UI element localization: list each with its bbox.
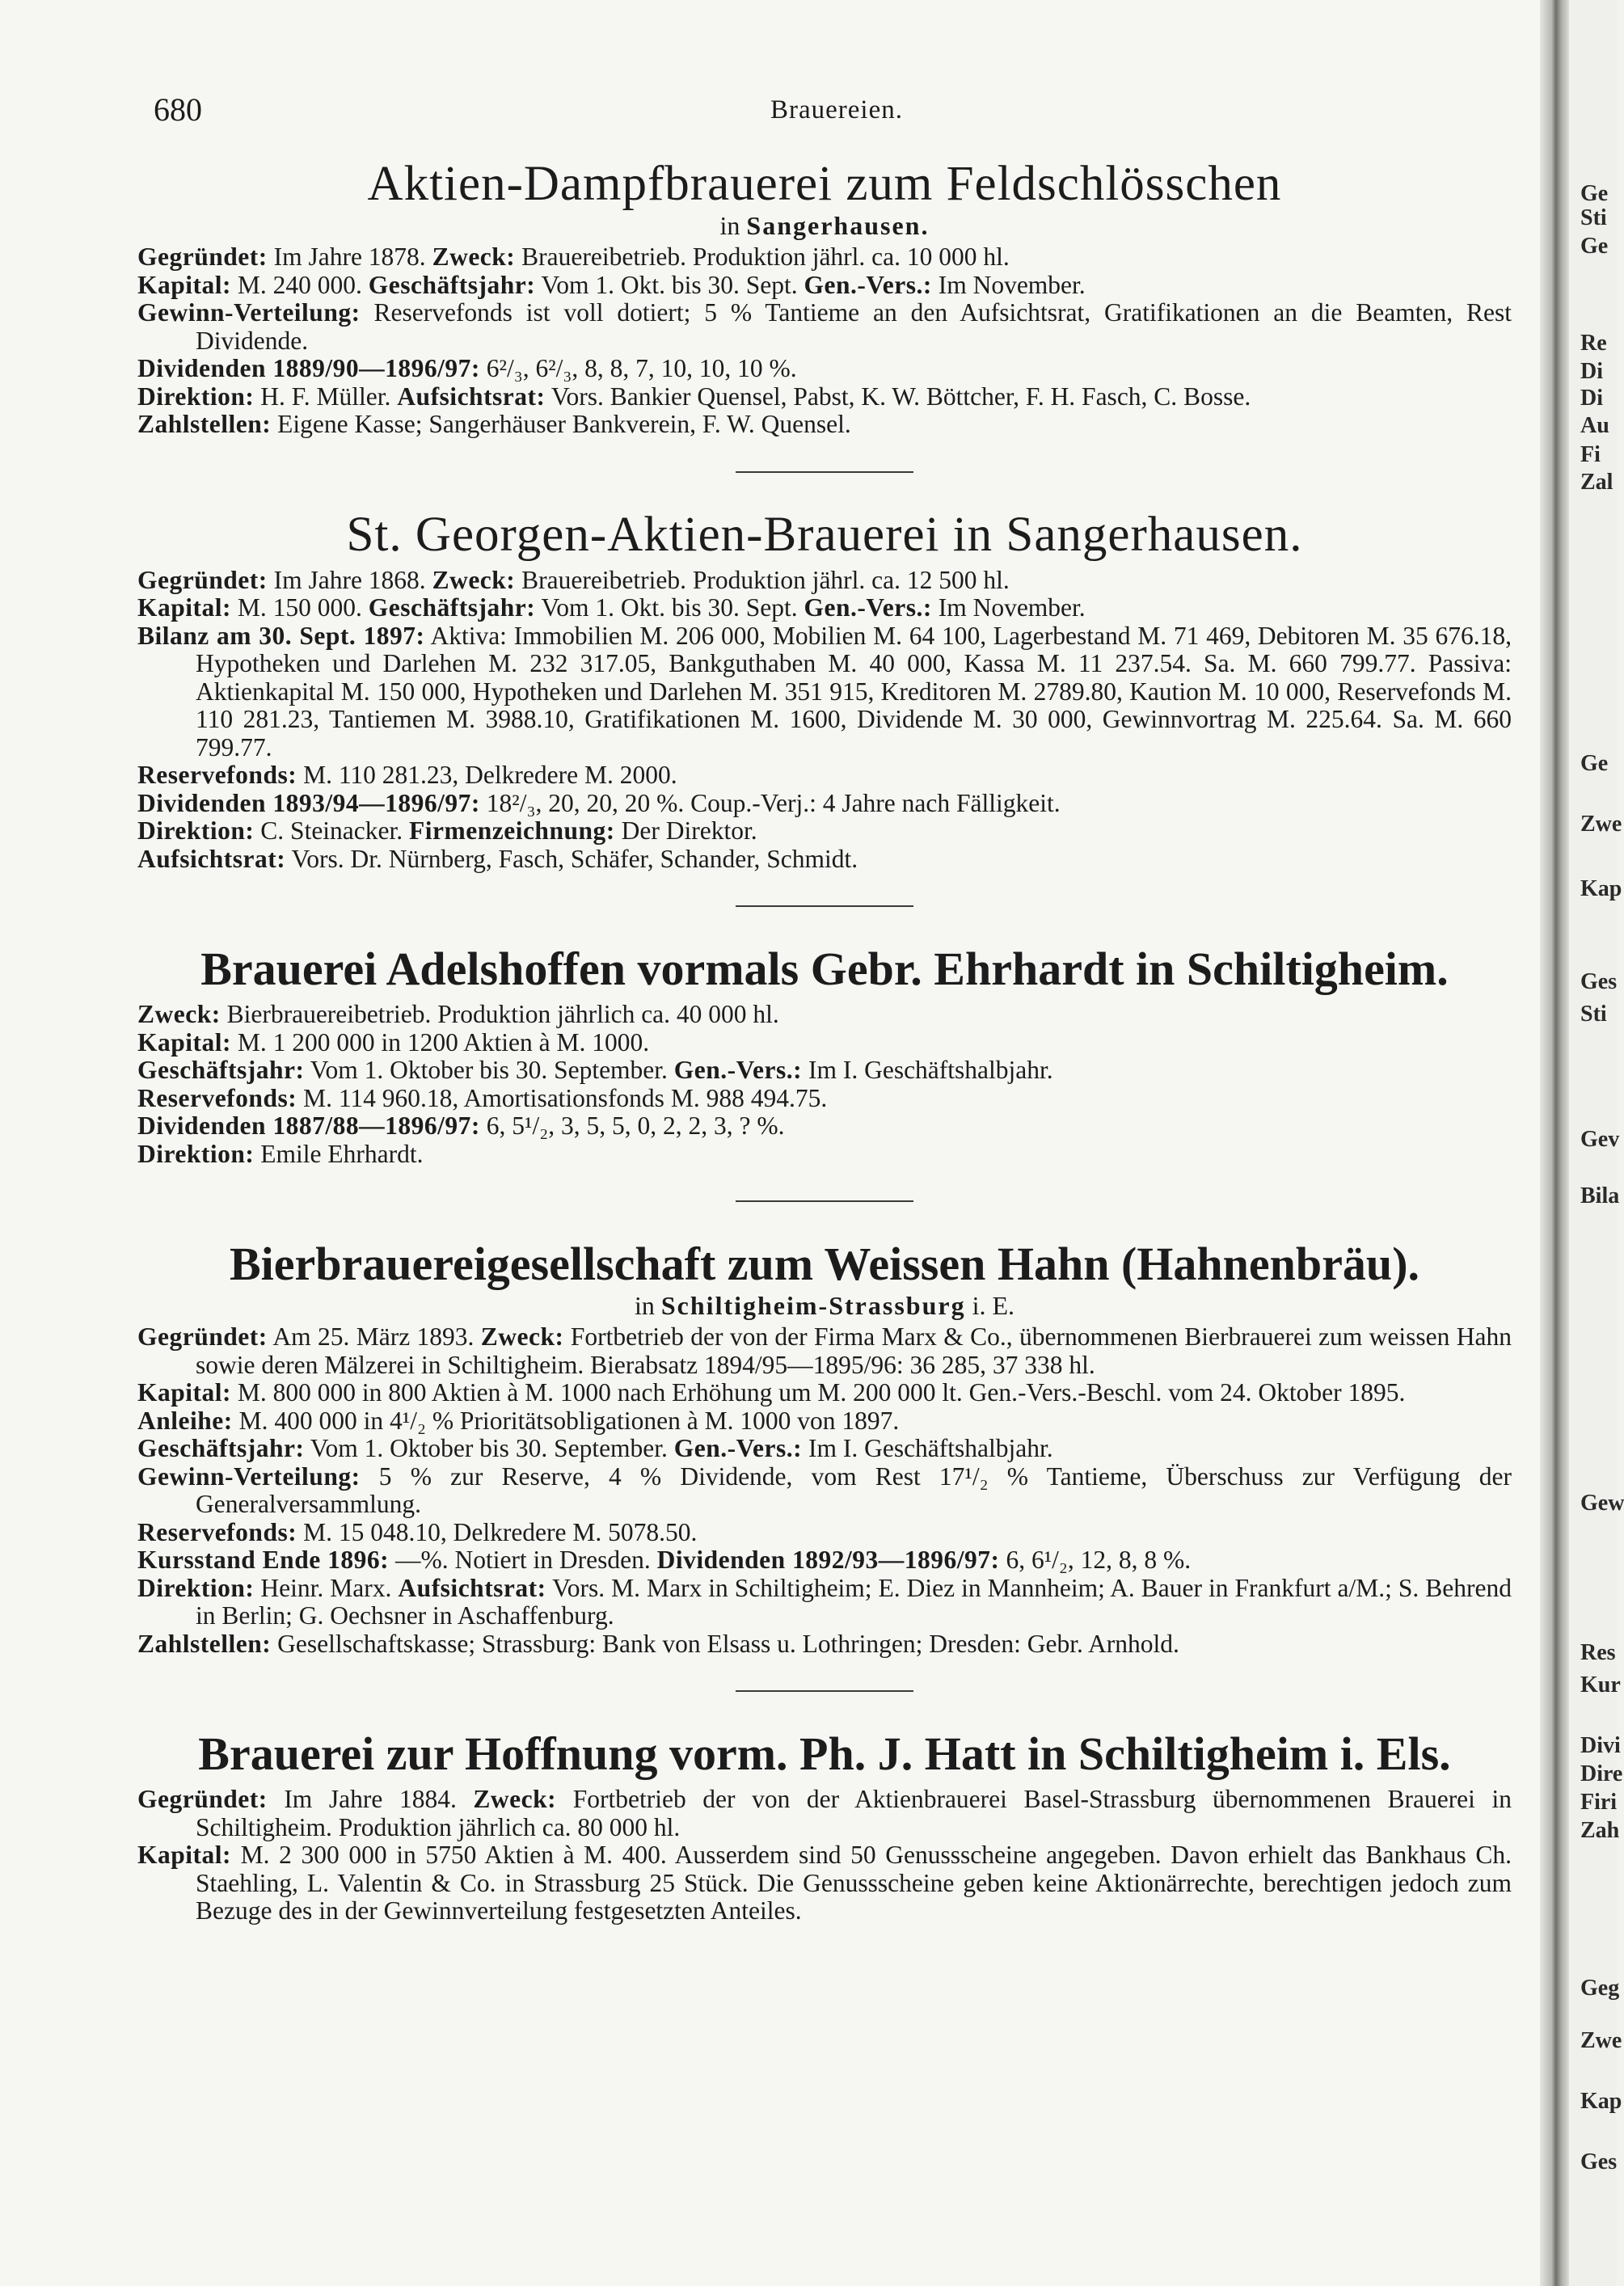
entry-label: Firmenzeichnung: [409,816,615,845]
entry-label: Kapital: [137,1027,232,1057]
entry-label: Aufsichtsrat: [137,844,286,873]
adjacent-page-fragment: Ge [1580,751,1609,776]
running-head: Brauereien. [770,95,903,124]
adjacent-page-fragment: Di [1580,386,1603,411]
entry-text: M. 400 000 in 4¹/₂ % Prioritätsobligationen à M. 1000 von 1897. [232,1406,900,1435]
entry-paragraph [137,1379,1512,1407]
entry-paragraph [137,1001,1512,1029]
entry-paragraph [137,1323,1512,1379]
entry-text: M. 1 200 000 in 1200 Aktien à M. 1000. [231,1027,650,1057]
adjacent-page-fragment: Gev [1580,1127,1620,1152]
entry-text: Vom 1. Oktober bis 30. September. [304,1434,674,1462]
location-name: Sangerhausen. [746,211,930,240]
entry-label: Zahlstellen: [137,1629,272,1658]
entry-label: Reservefonds: [137,1083,297,1112]
entry-label: Anleihe: [137,1406,233,1435]
entry-text: Der Direktor. [614,816,757,845]
entry-text: Bierbrauereibetrieb. Produktion jährlich ca. 40 000 hl. [220,1000,779,1028]
entry-paragraph [137,1841,1512,1925]
entry-label: Bilanz am 30. Sept. 1897: [137,621,425,650]
entry-text: M. 2 300 000 in 5750 Aktien à M. 400. Ausserdem sind 50 Genussscheine angegeben. Davon erhielt das Bankhaus Ch. Staehling, L. Valentin & Co. in Strassburg 25 Stück. Die Genussscheine geben keine Aktionärrechte, berechtigen jedoch zum Bezuge des in der Gewinnverteilung festgesetzten Anteiles. [196,1841,1512,1925]
section-separator [736,471,913,473]
entry-label: Gegründet: [137,243,268,271]
entry-label: Kapital: [137,1841,232,1869]
entry-text: Emile Ehrhardt. [254,1139,424,1168]
entry-text: M. 240 000. [231,270,369,299]
entry-text: Gesellschaftskasse; Strassburg: Bank von Elsass u. Lothringen; Dresden: Gebr. Arnhold. [271,1629,1179,1658]
entry-label: Kapital: [137,593,232,622]
entry-text: —%. Notiert in Dresden. [389,1546,657,1574]
adjacent-page-fragment: Zal [1580,470,1613,495]
entry-label: Gen.-Vers.: [673,1056,803,1084]
entry-paragraph [137,1407,1512,1436]
entry-paragraph [137,1112,1512,1141]
adjacent-page-fragment: Divi [1580,1733,1621,1758]
adjacent-page-fragment: Kap [1580,876,1622,901]
entry-text: M. 800 000 in 800 Aktien à M. 1000 nach Erhöhung um M. 200 000 lt. Gen.-Vers.-Beschl. vom 24. Oktober 1895. [231,1378,1406,1407]
entry-text: 5 % zur Reserve, 4 % Dividende, vom Rest 17¹/₂ % Tantieme, Überschuss zur Verfügung der Generalversammlung. [196,1461,1512,1518]
entry-paragraph [137,411,1512,439]
entry-paragraph [137,1630,1512,1659]
entry-text: Eigene Kasse; Sangerhäuser Bankverein, F. W. Quensel. [271,410,851,438]
entry-text: Reservefonds ist voll dotiert; 5 % Tantieme an den Aufsichtsrat, Gratifikationen an die Beamten, Rest Dividende. [196,298,1512,355]
entry-label: Direktion: [137,1139,255,1168]
entry-text: Im I. Geschäftshalbjahr. [802,1056,1053,1084]
entry-text: C. Steinacker. [254,816,410,845]
company-location [137,1291,1512,1320]
adjacent-page-fragment: Ge [1580,234,1609,259]
adjacent-page-fragment: Dire [1580,1761,1623,1786]
entry-text: Am 25. März 1893. [267,1322,481,1351]
entry-paragraph [137,1519,1512,1547]
entry-label: Gegründet: [137,565,268,594]
entry-paragraph [137,1435,1512,1463]
entry-text: Vors. M. Marx in Schiltigheim; E. Diez in Mannheim; A. Bauer in Frankfurt a/M.; S. Behrend in Berlin; G. Oechsner in Aschaffenburg. [196,1573,1512,1630]
section-separator [736,1200,913,1202]
entry-text: Fortbetrieb der von der Aktienbrauerei Basel-Strassburg übernommenen Brauerei in Schiltigheim. Produktion jährlich ca. 80 000 hl. [196,1785,1512,1841]
entry-paragraph [137,817,1512,846]
company-title: Brauerei Adelshoffen vormals Gebr. Ehrhardt in Schiltigheim. [200,943,1449,995]
adjacent-page-fragment: Gew [1580,1491,1624,1516]
entry-paragraph [137,790,1512,818]
entry-text: Aktiva: Immobilien M. 206 000, Mobilien M. 64 100, Lagerbestand M. 71 469, Debitoren M. 35 676.18, Hypotheken und Darlehen M. 232 317.05, Bankguthaben M. 40 000, Kassa M. 11 237.54. Sa. M. 660 799.77. Passiva: Aktienkapital M. 150 000, Hypotheken und Darlehen M. 351 915, Kreditoren M. 2789.80, Kaution M. 10 000, Reservefonds M. 110 281.23, Tantiemen M. 3988.10, Gratifikationen M. 1600, Dividende M. 30 000, Gewinnvortrag M. 225.64. Sa. M. 660 799.77. [196,621,1512,761]
entry-text: M. 15 048.10, Delkredere M. 5078.50. [297,1517,698,1546]
entry-label: Kapital: [137,270,232,299]
entry-label: Geschäftsjahr: [368,270,536,299]
entry-paragraph [137,299,1512,355]
company-title: Bierbrauereigesellschaft zum Weissen Hahn (Hahnenbräu). [229,1238,1420,1290]
entry-paragraph [137,272,1512,300]
entry-paragraph [137,1141,1512,1169]
entry-label: Dividenden 1887/88—1896/97: [137,1111,480,1140]
adjacent-page-fragment: Kur [1580,1672,1621,1698]
entry-label: Direktion: [137,382,255,411]
entry-text: Im Jahre 1878. [267,243,432,271]
entry-label: Gen.-Vers.: [804,270,932,299]
entry-paragraph [137,622,1512,762]
entry-text: 6, 6¹/₂, 12, 8, 8 %. [999,1546,1192,1574]
entry-label: Gewinn-Verteilung: [137,1461,361,1491]
entry-label: Aufsichtsrat: [397,382,546,411]
entry-label: Geschäftsjahr: [137,1434,305,1462]
entry-paragraph [137,1546,1512,1575]
entry-paragraph [137,1575,1512,1630]
company-entry [137,158,1512,439]
company-entry [137,508,1512,874]
entry-label: Direktion: [137,816,255,845]
entry-paragraph [137,594,1512,622]
entry-paragraph [137,1786,1512,1841]
entry-label: Gewinn-Verteilung: [137,298,361,327]
entry-label: Gen.-Vers.: [804,593,932,622]
section-separator [736,905,913,907]
entry-paragraph [137,1029,1512,1057]
location-prefix: in [634,1291,655,1320]
adjacent-page-fragment: Bila [1580,1183,1620,1208]
adjacent-page-fragment: Zwe [1580,812,1622,837]
entry-text: Vom 1. Okt. bis 30. Sept. [535,270,804,299]
adjacent-page-edge [1569,0,1624,2286]
entry-text: Brauereibetrieb. Produktion jährl. ca. 10 000 hl. [515,243,1010,271]
entry-text: Im November. [931,593,1086,622]
adjacent-page-fragment: Res [1580,1640,1616,1665]
entry-text: Vors. Bankier Quensel, Pabst, K. W. Böttcher, F. H. Fasch, C. Bosse. [545,382,1251,411]
adjacent-page-fragment: Sti [1580,1002,1607,1027]
entry-label: Gen.-Vers.: [673,1434,803,1462]
entry-label: Zweck: [432,565,516,594]
entry-paragraph [137,761,1512,790]
adjacent-page-fragment: Ges [1580,2149,1618,2174]
entry-label: Reservefonds: [137,761,297,789]
entry-text: Vom 1. Oktober bis 30. September. [304,1056,674,1084]
entry-text: Vom 1. Okt. bis 30. Sept. [535,593,804,622]
adjacent-page-fragment: Zwe [1580,2028,1622,2053]
entry-text: Brauereibetrieb. Produktion jährl. ca. 12 500 hl. [515,565,1010,594]
section-separator [736,1690,913,1692]
entry-label: Kapital: [137,1378,232,1407]
location-name: Schiltigheim-Strassburg [660,1291,966,1320]
adjacent-page-fragment: Di [1580,359,1603,384]
company-title: Aktien-Dampfbrauerei zum Feldschlösschen [367,157,1282,211]
adjacent-page-fragment: Re [1580,331,1607,356]
entry-label: Kursstand Ende 1896: [137,1546,390,1574]
entry-label: Zweck: [137,1000,221,1028]
entry-text: H. F. Müller. [254,382,398,411]
entry-label: Gegründet: [137,1785,268,1813]
entry-paragraph [137,567,1512,595]
page-header [154,91,1520,131]
entry-label: Geschäftsjahr: [137,1056,305,1084]
entry-text: Vors. Dr. Nürnberg, Fasch, Schäfer, Schander, Schmidt. [285,844,858,873]
company-title: Brauerei zur Hoffnung vorm. Ph. J. Hatt in Schiltigheim i. Els. [198,1727,1451,1780]
entry-paragraph [137,243,1512,272]
company-entry [137,1727,1512,1925]
entry-label: Geschäftsjahr: [368,593,536,622]
entry-label: Gegründet: [137,1322,268,1351]
entry-label: Zahlstellen: [137,410,272,438]
entry-text: Im November. [931,270,1086,299]
entry-paragraph [137,383,1512,411]
entry-paragraph [137,355,1512,383]
entry-text: 6, 5¹/₂, 3, 5, 5, 0, 2, 2, 3, ? %. [479,1111,785,1140]
adjacent-page-fragment: Zah [1580,1818,1620,1843]
entry-text: Fortbetrieb der von der Firma Marx & Co., übernommenen Bierbrauerei zum weissen Hahn sowie deren Mälzerei in Schiltigheim. Bierabsatz 1894/95—1895/96: 36 285, 37 338 hl. [196,1322,1512,1379]
adjacent-page-fragment: Ges [1580,969,1618,994]
adjacent-page-fragment: Sti [1580,205,1607,230]
adjacent-page-fragment: Firi [1580,1790,1618,1815]
company-entry [137,1238,1512,1658]
entry-text: M. 110 281.23, Delkredere M. 2000. [297,761,677,789]
adjacent-page-fragment: Au [1580,413,1609,438]
entry-text: Heinr. Marx. [254,1573,399,1602]
entry-text: Im Jahre 1884. [267,1785,474,1813]
company-title: St. Georgen-Aktien-Brauerei in Sangerhausen. [346,507,1303,562]
location-suffix: i. E. [972,1291,1014,1320]
adjacent-page-fragment: Ge [1580,181,1609,206]
entry-label: Dividenden 1893/94—1896/97: [137,788,480,817]
entry-label: Zweck: [480,1322,564,1351]
entry-text: M. 150 000. [231,593,369,622]
entry-paragraph [137,1085,1512,1113]
entry-label: Zweck: [432,243,516,271]
company-entry [137,943,1512,1168]
entry-paragraph [137,846,1512,874]
entry-paragraph [137,1057,1512,1085]
adjacent-page-fragment: Fi [1580,442,1601,467]
entry-text: 18²/₃, 20, 20, 20 %. Coup.-Verj.: 4 Jahre nach Fälligkeit. [479,788,1061,817]
adjacent-page-fragment: Kap [1580,2089,1622,2114]
location-prefix: in [719,211,740,240]
entry-label: Dividenden 1889/90—1896/97: [137,354,480,382]
entry-text: Im I. Geschäftshalbjahr. [802,1434,1053,1462]
entry-label: Dividenden 1892/93—1896/97: [656,1546,1000,1574]
entry-paragraph [137,1463,1512,1519]
page-content [137,158,1512,1925]
entry-label: Direktion: [137,1573,255,1602]
entry-label: Aufsichtsrat: [398,1573,546,1602]
entry-text: 6²/₃, 6²/₃, 8, 8, 7, 10, 10, 10 %. [479,354,797,382]
page-number: 680 [154,91,202,128]
company-location [137,211,1512,240]
adjacent-page-fragment: Geg [1580,1976,1620,2001]
entry-text: Im Jahre 1868. [267,565,432,594]
entry-text: M. 114 960.18, Amortisationsfonds M. 988 494.75. [297,1083,828,1112]
entry-label: Zweck: [473,1785,557,1813]
book-gutter [1540,0,1569,2286]
entry-label: Reservefonds: [137,1517,297,1546]
